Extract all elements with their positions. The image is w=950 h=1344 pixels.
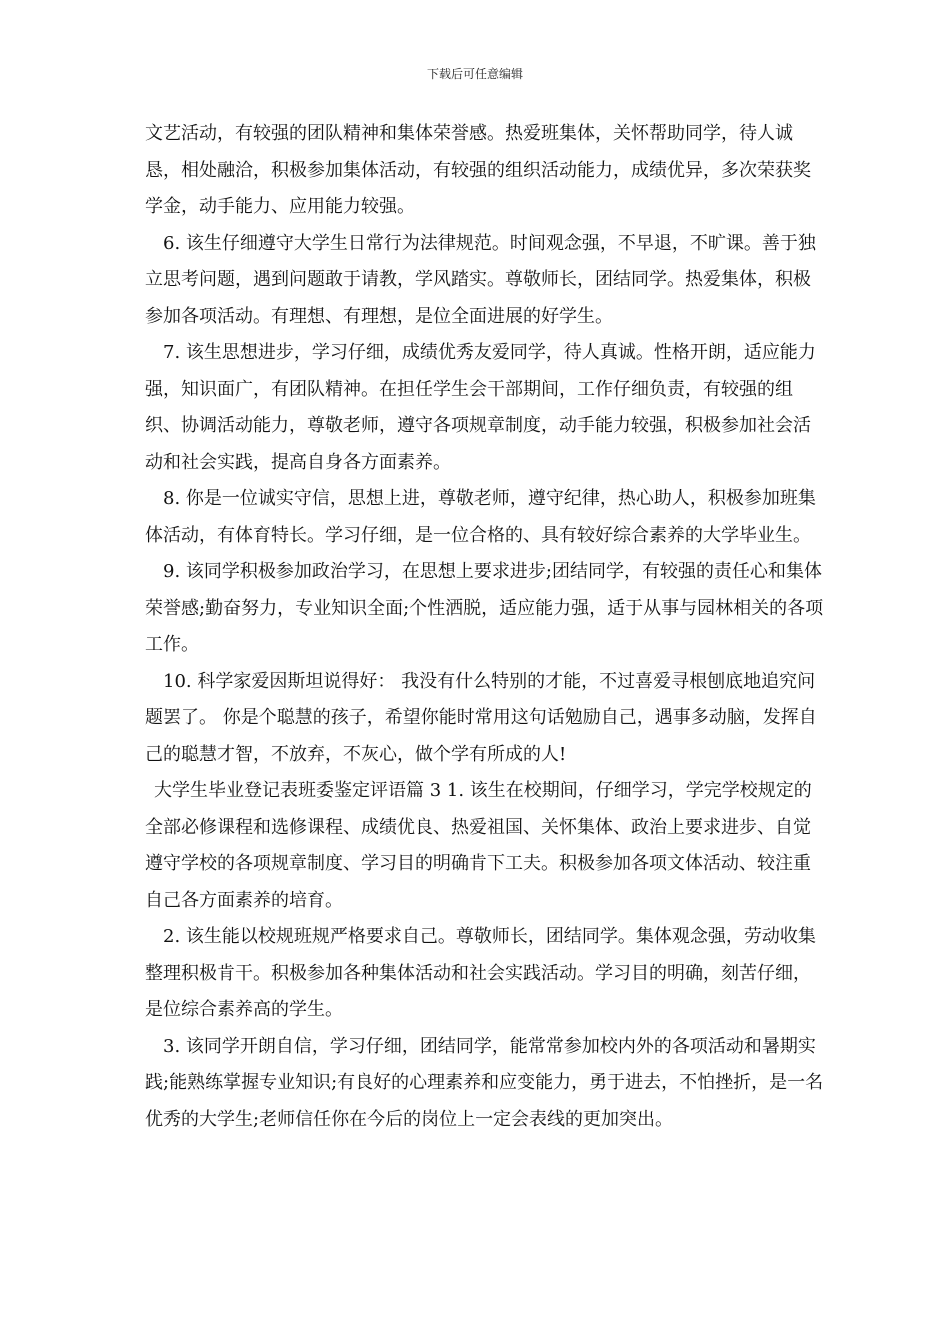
paragraph-section-3-item-1: 大学生毕业登记表班委鉴定评语篇 3 1. 该生在校期间，仔细学习，学完学校规定的全部必修课程和选修课程、成绩优良、热爱祖国、关怀集体、政治上要求进步、自觉遵守学校的各项规章制度、学习目的明确肯下工夫。积极参加各项文体活动、较注重自己各方面素养的培育。 (145, 780, 812, 911)
paragraph-item-7: 7. 该生思想进步，学习仔细，成绩优秀友爱同学，待人真诚。性格开朗，适应能力强，知识面广，有团队精神。在担任学生会干部期间，工作仔细负责，有较强的组织、协调活动能力，尊敬老师，遵守各项规章制度，动手能力较强，积极参加社会活动和社会实践，提高自身各方面素养。 (145, 342, 816, 473)
paragraph-item-10: 10. 科学家爱因斯坦说得好： 我没有什么特别的才能，不过喜爱寻根刨底地追究问题罢了。 你是个聪慧的孩子，希望你能时常用这句话勉励自己，遇事多动脑，发挥自己的聪慧才智，不放弃，不灰心，做个学有所成的人! (145, 670, 817, 765)
paragraph-section-3-item-2: 2. 该生能以校规班规严格要求自己。尊敬师长，团结同学。集体观念强，劳动收集整理积极肯干。积极参加各种集体活动和社会实践活动。学习目的明确，刻苦仔细，是位综合素养高的学生。 (145, 926, 816, 1020)
document-body (145, 116, 825, 1138)
paragraph-item-9: 9. 该同学积极参加政治学习，在思想上要求进步;团结同学，有较强的责任心和集体荣誉感;勤奋努力，专业知识全面;个性洒脱，适应能力强，适于从事与园林相关的各项工作。 (145, 561, 824, 655)
paragraph-item-8: 8. 你是一位诚实守信，思想上进，尊敬老师，遵守纪律，热心助人，积极参加班集体活动，有体育特长。学习仔细，是一位合格的、具有较好综合素养的大学毕业生。 (145, 488, 816, 546)
page-header: 下载后可任意编辑 (426, 67, 523, 81)
paragraph-item-6: 6. 该生仔细遵守大学生日常行为法律规范。时间观念强，不早退，不旷课。善于独立思考问题，遇到问题敢于请教，学风踏实。尊敬师长，团结同学。热爱集体，积极参加各项活动。有理想、有理想，是位全面进展的好学生。 (145, 232, 816, 327)
paragraph-continuation: 文艺活动，有较强的团队精神和集体荣誉感。热爱班集体，关怀帮助同学，待人诚恳，相处融洽，积极参加集体活动，有较强的组织活动能力，成绩优异，多次荣获奖学金，动手能力、应用能力较强。 (145, 123, 811, 217)
paragraph-section-3-item-3: 3. 该同学开朗自信，学习仔细，团结同学，能常常参加校内外的各项活动和暑期实践;能熟练掌握专业知识;有良好的心理素养和应变能力，勇于进去，不怕挫折，是一名优秀的大学生;老师信任你在今后的岗位上一定会表线的更加突出。 (145, 1035, 824, 1130)
